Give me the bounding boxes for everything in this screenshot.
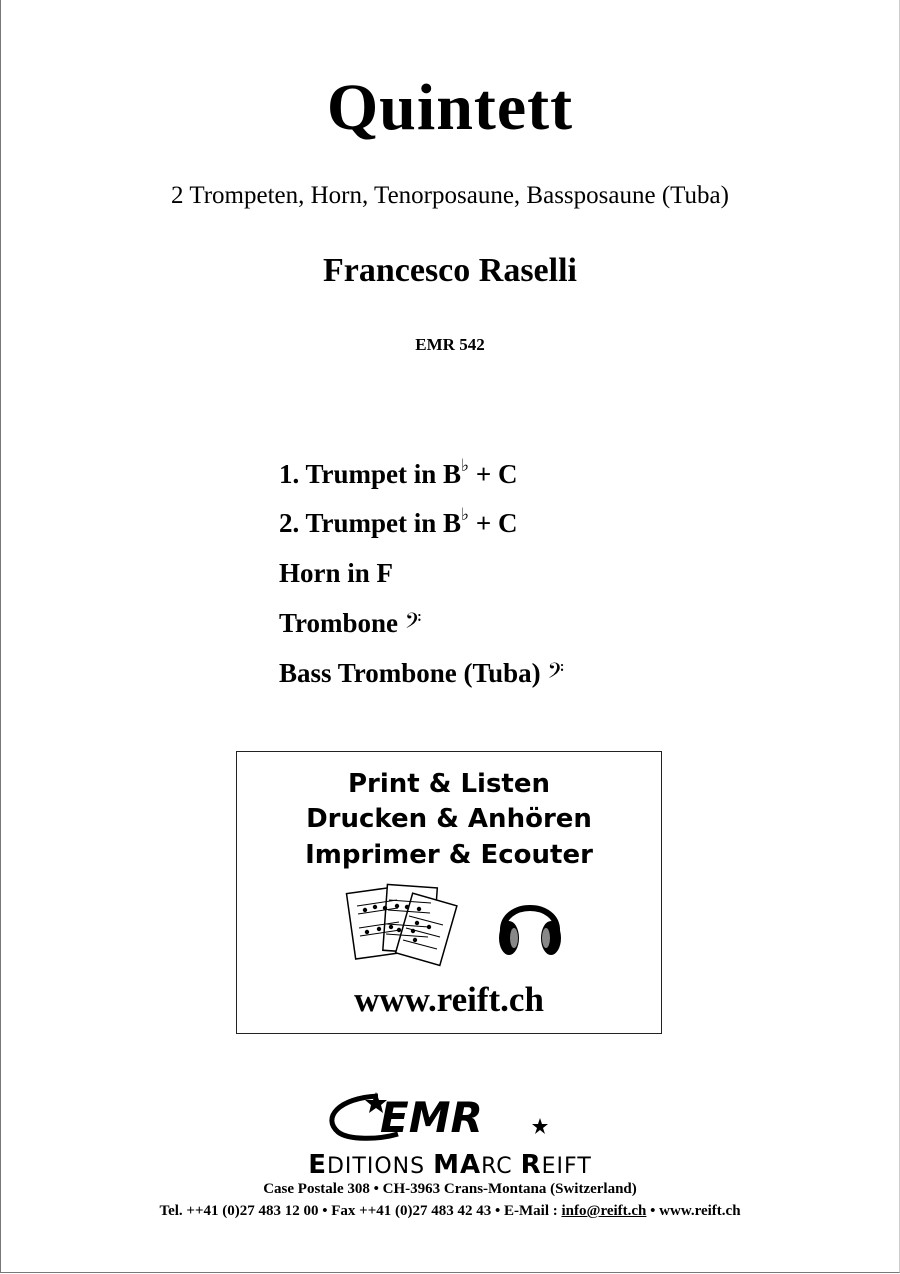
publisher-contact: Tel. ++41 (0)27 483 12 00 • Fax ++41 (0)27 483 42 43 • E-Mail : info@reift.ch • www.reift.ch xyxy=(159,1203,741,1219)
part-item: 1. Trumpet in B♭ + C xyxy=(279,456,518,489)
headphones-icon xyxy=(495,886,565,964)
part-item: 2. Trumpet in B♭ + C xyxy=(279,505,518,538)
promo-line-de: Drucken & Anhören xyxy=(306,804,592,834)
page-title: Quintett xyxy=(326,71,574,144)
part-item: Horn in F xyxy=(279,558,394,588)
flat-sign: ♭ xyxy=(461,505,470,524)
email-link[interactable]: info@reift.ch xyxy=(561,1203,647,1219)
emr-logo xyxy=(318,1088,558,1146)
bass-clef-icon: 𝄢 xyxy=(547,659,565,689)
flat-sign: ♭ xyxy=(461,456,470,475)
sheet-music-icon xyxy=(345,880,460,970)
svg-text:EMR: EMR xyxy=(380,1093,483,1142)
bass-clef-icon: 𝄢 xyxy=(404,609,422,639)
promo-website-url[interactable]: www.reift.ch xyxy=(354,980,544,1019)
publisher-address: Case Postale 308 • CH-3963 Crans-Montana (Switzerland) xyxy=(263,1181,637,1197)
part-item: Bass Trombone (Tuba) 𝄢 xyxy=(279,658,565,689)
print-listen-box xyxy=(236,751,662,1034)
composer-name: Francesco Raselli xyxy=(323,252,577,289)
catalog-number: EMR 542 xyxy=(415,335,485,354)
publisher-name: EDITIONS MARC REIFT xyxy=(308,1150,592,1180)
promo-line-en: Print & Listen xyxy=(347,769,551,799)
instrumentation-subtitle: 2 Trompeten, Horn, Tenorposaune, Bassposaune (Tuba) xyxy=(171,182,729,209)
promo-line-fr: Imprimer & Ecouter xyxy=(305,840,593,870)
part-item: Trombone 𝄢 xyxy=(279,608,422,639)
